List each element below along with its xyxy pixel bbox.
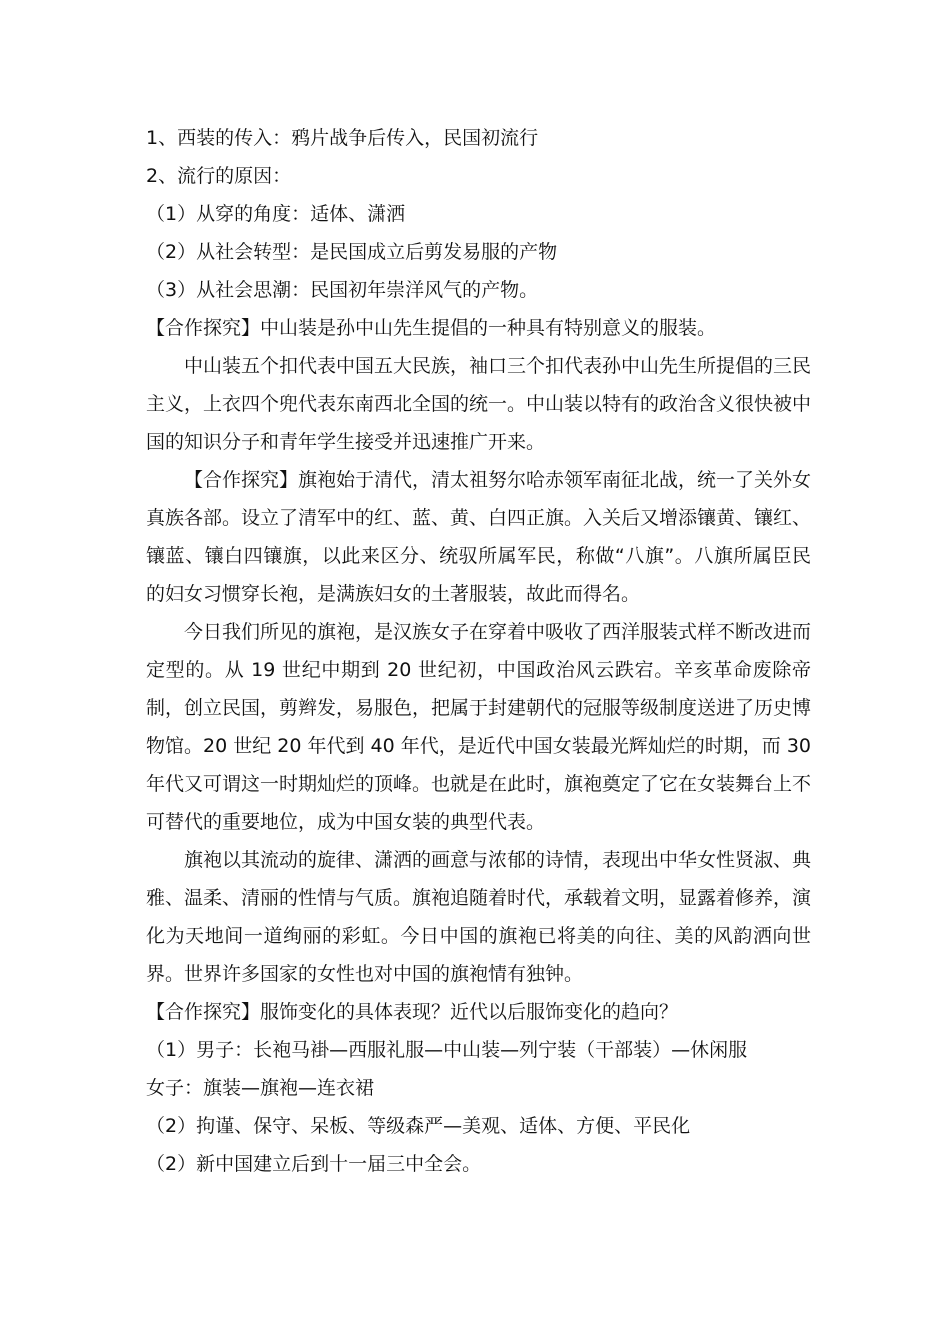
list-subitem-social-thought: （3）从社会思潮：民国初年崇洋风气的产物。 bbox=[146, 279, 539, 301]
list-subitem-new-china-period: （2）新中国建立后到十一届三中全会。 bbox=[146, 1153, 482, 1175]
paragraph-qipao-beauty: 旗袍以其流动的旋律、潇洒的画意与浓郁的诗情，表现出中华女性贤淑、典雅、温柔、清丽的性情与气质。旗袍追随着时代，承载着文明，显露着修养，演化为天地间一道绚丽的彩虹。今日中国的旗袍已将美的向往、美的风韵洒向世界。世界许多国家的女性也对中国的旗袍情有独钟。 bbox=[146, 849, 812, 985]
list-subitem-men-clothing: （1）男子：长袍马褂—西服礼服—中山装—列宁装（干部装）—休闲服 bbox=[146, 1039, 748, 1061]
list-item-western-suit-intro: 1、西装的传入：鸦片战争后传入，民国初流行 bbox=[146, 127, 539, 149]
list-subitem-clothing-trend: （2）拘谨、保守、呆板、等级森严—美观、适体、方便、平民化 bbox=[146, 1115, 691, 1137]
inquiry-zhongshan-suit: 【合作探究】中山装是孙中山先生提倡的一种具有特别意义的服装。 bbox=[146, 317, 717, 339]
list-line-women-clothing: 女子：旗装—旗袍—连衣裙 bbox=[146, 1077, 375, 1099]
inquiry-clothing-changes: 【合作探究】服饰变化的具体表现？近代以后服饰变化的趋向？ bbox=[146, 1001, 679, 1023]
list-subitem-wearing-angle: （1）从穿的角度：适体、潇洒 bbox=[146, 203, 406, 225]
document-body bbox=[146, 119, 811, 1183]
list-item-popularity-reasons: 2、流行的原因： bbox=[146, 165, 292, 187]
paragraph-modern-qipao: 今日我们所见的旗袍，是汉族女子在穿着中吸收了西洋服装式样不断改进而定型的。从 19 世纪中期到 20 世纪初，中国政治风云跌宕。辛亥革命废除帝制，创立民国，剪辫发，易服色，把属于封建朝代的冠服等级制度送进了历史博物馆。20 世纪 20 年代到 40 年代，是近代中国女装最光辉灿烂的时期，而 30 年代又可谓这一时期灿烂的顶峰。也就是在此时，旗袍奠定了它在女装舞台上不可替代的重要地位，成为中国女装的典型代表。 bbox=[146, 621, 812, 833]
list-subitem-social-transition: （2）从社会转型：是民国成立后剪发易服的产物 bbox=[146, 241, 558, 263]
paragraph-qipao-origin: 【合作探究】旗袍始于清代，清太祖努尔哈赤领军南征北战，统一了关外女真族各部。设立了清军中的红、蓝、黄、白四正旗。入关后又增添镶黄、镶红、镶蓝、镶白四镶旗，以此来区分、统驭所属军民，称做“八旗”。八旗所属臣民的妇女习惯穿长袍，是满族妇女的土著服装，故此而得名。 bbox=[146, 469, 812, 605]
paragraph-zhongshan-suit-meaning: 中山装五个扣代表中国五大民族，袖口三个扣代表孙中山先生所提倡的三民主义，上衣四个兜代表东南西北全国的统一。中山装以特有的政治含义很快被中国的知识分子和青年学生接受并迅速推广开来。 bbox=[146, 355, 812, 453]
